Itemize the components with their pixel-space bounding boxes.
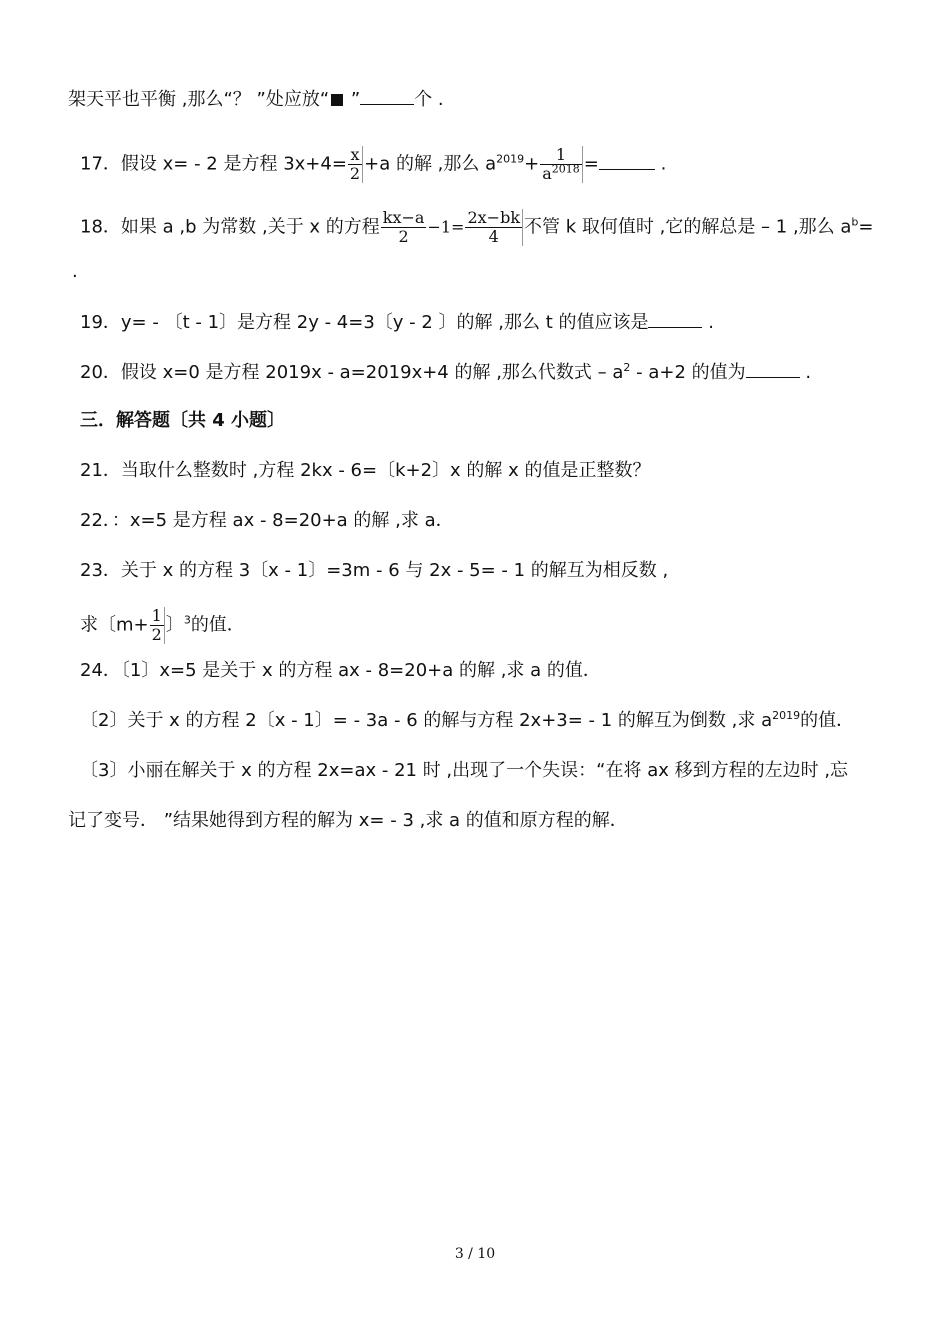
question-23-continuation: 求〔m+ $\frac{1}{2}$ 〕$^3$的值． xyxy=(80,606,245,644)
answer-blank[interactable] xyxy=(746,359,800,378)
fraction-kx-a-over-2: $\frac{kx-a}{2}$ xyxy=(382,208,425,246)
question-18-continuation: . xyxy=(72,261,78,282)
question-24-part-3: 〔3〕小丽在解关于 x 的方程 2x=ax - 21 时 ,出现了一个失误：“在将 ax 移到方程的左边时 ,忘 xyxy=(80,760,849,781)
question-20: 20．假设 x=0 是方程 2019x - a=2019x+4 的解 ,那么代数式 – $a^2 - a+2$ 的值为 . xyxy=(80,361,812,383)
question-19: 19．y= - 〔t - 1〕是方程 2y - 4=3〔y - 2 〕的解 ,那么 t 的值应该是 . xyxy=(80,309,714,335)
page-number: 3 / 10 xyxy=(454,1246,496,1262)
answer-blank[interactable] xyxy=(360,86,414,105)
fraction-x-over-2: $\frac{x}{2}$ xyxy=(348,146,363,183)
fraction-2x-bk-over-4: $\frac{2x-bk}{4}$ xyxy=(465,209,523,246)
section-heading: 三．解答题〔共 4 小题〕 xyxy=(80,410,286,431)
question-21: 21．当取什么整数时 ,方程 2kx - 6=〔k+2〕x 的解 x 的值是正整数？ xyxy=(80,460,651,481)
question-24-part-2: 〔2〕关于 x 的方程 2〔x - 1〕= - 3a - 6 的解与方程 2x+3= - 1 的解互为倒数 ,求 $a^{2019}$的值． xyxy=(80,709,855,731)
answer-blank[interactable] xyxy=(648,309,702,328)
answer-blank[interactable] xyxy=(599,151,655,170)
question-18: 18．如果 a ,b 为常数 ,关于 x 的方程 $\frac{kx-a}{2}$ −1= $\frac{2x-bk}{4}$ 不管 k 取何值时 ,它的解总是 – 1 ,那么 $a^b=$ xyxy=(80,208,874,246)
question-17: 17．假设 x= - 2 是方程 3x+4= $\frac{x}{2}$ +a 的解 ,那么 $a^{2019}+$ $\frac{1}{a^{2018}}$ = . xyxy=(80,145,667,183)
question-24-part-1: 24．〔1〕x=5 是关于 x 的方程 ax - 8=20+a 的解 ,求 a 的值． xyxy=(80,660,601,681)
fraction-1-over-2: $\frac{1}{2}$ xyxy=(150,607,165,644)
question-22: 22．：x=5 是方程 ax - 8=20+a 的解 ,求 a． xyxy=(80,510,454,531)
question-24-part-3-continuation: 记了变号． ”结果她得到方程的解为 x= - 3 ,求 a 的值和原方程的解． xyxy=(68,810,628,831)
question-23: 23．关于 x 的方程 3〔x - 1〕=3m - 6 与 2x - 5= - 1 的解互为相反数 , xyxy=(80,560,669,581)
fraction-1-over-a2018: $\frac{1}{a^{2018}}$ xyxy=(540,146,583,183)
black-square-icon xyxy=(331,94,343,106)
question-16-tail: 架天平也平衡 ,那么“？ ”处应放“ ” 个 . xyxy=(68,86,444,112)
